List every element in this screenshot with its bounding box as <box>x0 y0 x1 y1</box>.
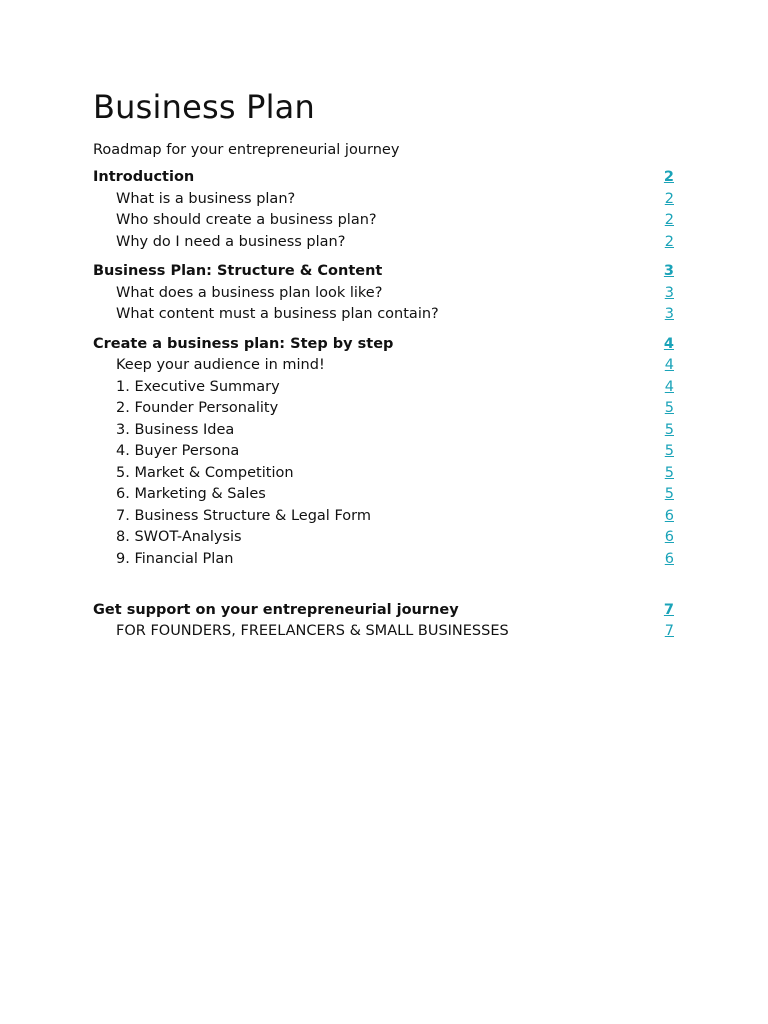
toc-entry-label: 6. Marketing & Sales <box>116 486 266 502</box>
toc-entry <box>93 420 674 442</box>
toc-page-link[interactable]: 5 <box>664 464 674 481</box>
toc-entry-label: 8. SWOT-Analysis <box>116 529 242 545</box>
toc-section-step-by-step <box>93 334 674 592</box>
toc-entry <box>93 484 674 506</box>
toc-page-link[interactable]: 6 <box>664 550 674 567</box>
toc-page-link[interactable]: 3 <box>664 284 674 301</box>
toc-entry-label: 5. Market & Competition <box>116 464 294 481</box>
toc-page-link[interactable]: 4 <box>664 378 674 395</box>
toc-entry-label: Who should create a business plan? <box>116 212 377 228</box>
toc-entry <box>93 377 674 399</box>
toc-entry-label: FOR FOUNDERS, FREELANCERS & SMALL BUSINESSES <box>116 623 509 639</box>
toc-heading <box>93 334 674 356</box>
table-of-contents <box>93 167 674 643</box>
toc-entry <box>93 570 674 592</box>
toc-heading <box>93 261 674 283</box>
toc-entry <box>93 232 674 254</box>
toc-page-link[interactable]: 4 <box>663 335 674 352</box>
toc-page-link[interactable]: 4 <box>664 357 674 373</box>
toc-entry-label: 1. Executive Summary <box>116 378 280 395</box>
toc-entry <box>93 463 674 485</box>
toc-section-support <box>93 600 674 643</box>
toc-section-introduction <box>93 167 674 253</box>
toc-page-link[interactable]: 5 <box>664 421 674 438</box>
toc-entry-label: Keep your audience in mind! <box>116 357 325 373</box>
toc-entry <box>93 283 674 305</box>
toc-page-link[interactable]: 2 <box>663 169 674 185</box>
document-title: Business Plan <box>93 88 315 126</box>
toc-entry <box>93 549 674 571</box>
toc-entry-label: 2. Founder Personality <box>116 400 279 416</box>
toc-entry-label: What is a business plan? <box>116 190 296 207</box>
toc-page-link[interactable]: 5 <box>664 443 674 459</box>
toc-page-link[interactable]: 7 <box>663 601 674 618</box>
toc-heading-label: Introduction <box>93 169 195 185</box>
toc-page-link[interactable]: 2 <box>664 212 674 228</box>
toc-heading-label: Create a business plan: Step by step <box>93 335 394 352</box>
toc-entry-label: What does a business plan look like? <box>116 284 383 301</box>
toc-page-link[interactable]: 3 <box>664 306 674 322</box>
toc-entry <box>93 621 674 643</box>
toc-page-link[interactable]: 5 <box>664 486 674 502</box>
toc-heading <box>93 167 674 189</box>
toc-entry <box>93 304 674 326</box>
toc-heading-label: Get support on your entrepreneurial journey <box>93 601 459 618</box>
toc-page-link[interactable]: 3 <box>663 263 674 279</box>
toc-entry-label: Why do I need a business plan? <box>116 233 346 250</box>
toc-page-link[interactable]: 2 <box>664 190 674 207</box>
toc-entry <box>93 527 674 549</box>
toc-heading-label: Business Plan: Structure & Content <box>93 263 383 279</box>
toc-page-link[interactable]: 6 <box>664 529 674 545</box>
toc-entry <box>93 355 674 377</box>
toc-page-link[interactable]: 5 <box>664 400 674 416</box>
toc-entry <box>93 398 674 420</box>
toc-entry <box>93 210 674 232</box>
document-page <box>93 86 674 651</box>
toc-entry-label: 9. Financial Plan <box>116 550 234 567</box>
toc-entry-label: 4. Buyer Persona <box>116 443 240 459</box>
document-subtitle: Roadmap for your entrepreneurial journey <box>93 142 400 158</box>
toc-page-link[interactable]: 6 <box>664 507 674 524</box>
toc-section-structure <box>93 261 674 326</box>
toc-heading <box>93 600 674 622</box>
toc-page-link[interactable]: 7 <box>664 623 674 639</box>
toc-entry <box>93 189 674 211</box>
toc-entry-label: 7. Business Structure & Legal Form <box>116 507 371 524</box>
toc-entry-label: What content must a business plan contain? <box>116 306 439 322</box>
toc-entry <box>93 506 674 528</box>
toc-entry <box>93 441 674 463</box>
toc-entry-label: 3. Business Idea <box>116 421 235 438</box>
toc-page-link[interactable]: 2 <box>664 233 674 250</box>
